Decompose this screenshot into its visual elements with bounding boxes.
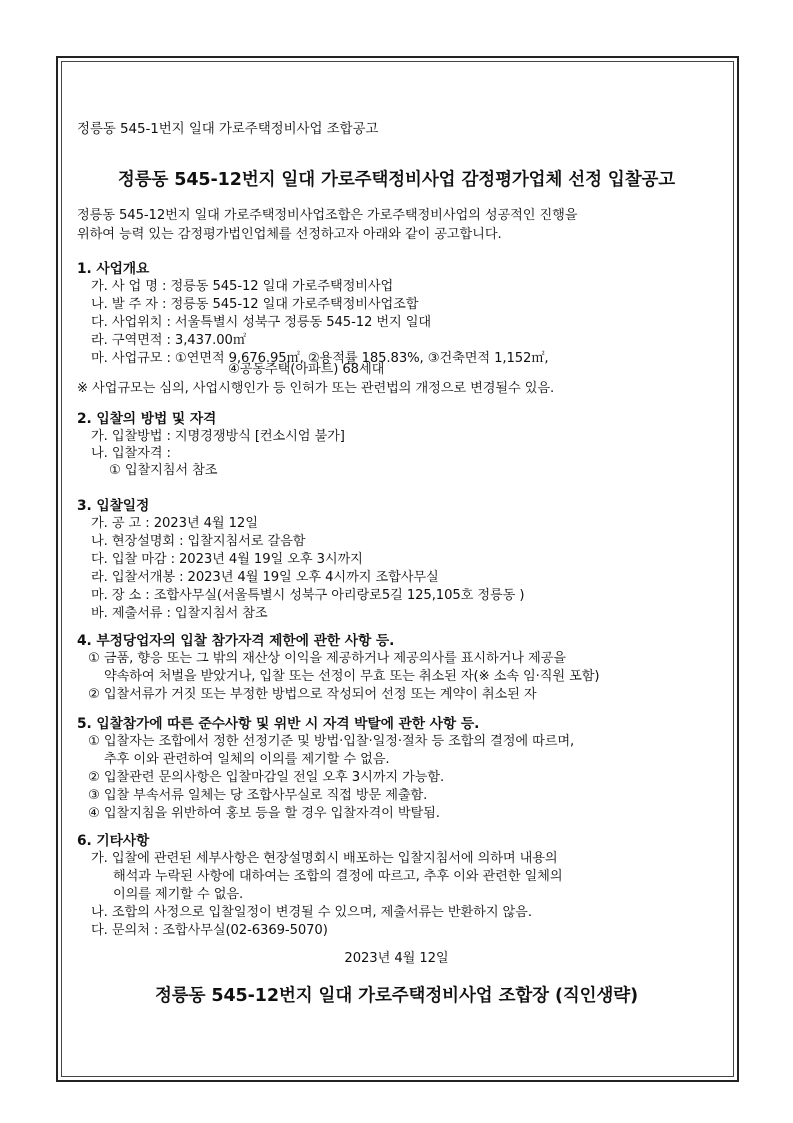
section-2-title: 2. 입찰의 방법 및 자격 [77,411,217,427]
section-2-item: 가. 입찰방법 : 지명경쟁방식 [컨소시엄 불가] [91,429,345,444]
section-3-item: 바. 제출서류 : 입찰지침서 참조 [91,606,268,621]
section-3-item: 가. 공 고 : 2023년 4월 12일 [91,516,258,531]
section-3-item: 라. 입찰서개봉 : 2023년 4월 19일 오후 4시까지 조합사무실 [91,570,439,585]
section-6-item: 나. 조합의 사정으로 입찰일정이 변경될 수 있으며, 제출서류는 반환하지 않음. [91,905,532,920]
notice-date: 2023년 4월 12일 [344,951,449,966]
section-1-title: 1. 사업개요 [77,261,150,277]
section-2-item: ① 입찰지침서 참조 [109,463,218,478]
section-1-note: ※ 사업규모는 심의, 사업시행인가 등 인허가 또는 관련법의 개정으로 변경될수 있음. [77,381,555,396]
section-5-item: ② 입찰관련 문의사항은 입찰마감일 전일 오후 3시까지 가능함. [88,770,445,785]
section-1-item: 다. 사업위치 : 서울특별시 성북구 정릉동 545-12 번지 일대 [91,315,432,330]
section-1-item: 마. 사업규모 : ①연면적 9,676.95㎡, ②용적률 185.83%, ③건축면적 1,152㎡, [91,351,549,366]
section-5-title: 5. 입찰참가에 따른 준수사항 및 위반 시 자격 박탈에 관한 사항 등. [77,716,480,732]
notice-signature: 정릉동 545-12번지 일대 가로주택정비사업 조합장 (직인생략) [154,986,638,1006]
intro-line: 정릉동 545-12번지 일대 가로주택정비사업조합은 가로주택정비사업의 성공적인 진행을 [77,208,578,223]
section-3-item: 다. 입찰 마감 : 2023년 4월 19일 오후 3시까지 [91,552,363,567]
section-4-title: 4. 부정당업자의 입찰 참가자격 제한에 관한 사항 등. [77,633,395,649]
section-6-item: 해석과 누락된 사항에 대하여는 조합의 결정에 따르고, 추후 이와 관련한 일체의 [113,869,563,884]
section-6-title: 6. 기타사항 [77,833,150,849]
section-2-item: 나. 입찰자격 : [91,446,171,461]
notice-title: 정릉동 545-12번지 일대 가로주택정비사업 감정평가업체 선정 입찰공고 [117,170,676,190]
section-1-item: ④공동주택(아파트) 68세대 [228,362,385,377]
section-6-item: 다. 문의처 : 조합사무실(02-6369-5070) [91,923,328,938]
notice-header: 정릉동 545-1번지 일대 가로주택정비사업 조합공고 [77,121,379,137]
section-4-item: 약속하여 처벌을 받았거나, 입찰 또는 선정이 무효 또는 취소된 자(※ 소속 임·직원 포함) [104,669,600,684]
section-6-item: 가. 입찰에 관련된 세부사항은 현장설명회시 배포하는 입찰지침서에 의하며 내용의 [91,851,558,866]
section-3-title: 3. 입찰일정 [77,498,150,514]
section-4-item: ② 입찰서류가 거짓 또는 부정한 방법으로 작성되어 선정 또는 계약이 취소된 자 [88,687,537,702]
section-5-item: 추후 이와 관련하여 일체의 이의를 제기할 수 없음. [104,752,390,767]
section-1-item: 라. 구역면적 : 3,437.00㎡ [91,333,246,348]
section-5-item: ③ 입찰 부속서류 일체는 당 조합사무실로 직접 방문 제출함. [88,788,428,803]
section-4-item: ① 금품, 향응 또는 그 밖의 재산상 이익을 제공하거나 제공의사를 표시하거나 제공을 [88,651,566,666]
section-3-item: 나. 현장설명회 : 입찰지침서로 갈음함 [91,534,306,549]
section-1-item: 가. 사 업 명 : 정릉동 545-12 일대 가로주택정비사업 [91,279,394,294]
section-5-item: ④ 입찰지침을 위반하여 홍보 등을 할 경우 입찰자격이 박탈됨. [88,806,440,821]
section-1-item: 나. 발 주 자 : 정릉동 545-12 일대 가로주택정비사업조합 [91,297,419,312]
section-3-item: 마. 장 소 : 조합사무실(서울특별시 성북구 아리랑로5길 125,105호 정릉동 ) [91,588,525,603]
section-6-item: 이의를 제기할 수 없음. [113,887,244,902]
intro-line: 위하여 능력 있는 감정평가법인업체를 선정하고자 아래와 같이 공고합니다. [77,227,502,242]
section-5-item: ① 입찰자는 조합에서 정한 선정기준 및 방법·입찰·일정·절차 등 조합의 결정에 따르며, [88,734,575,749]
